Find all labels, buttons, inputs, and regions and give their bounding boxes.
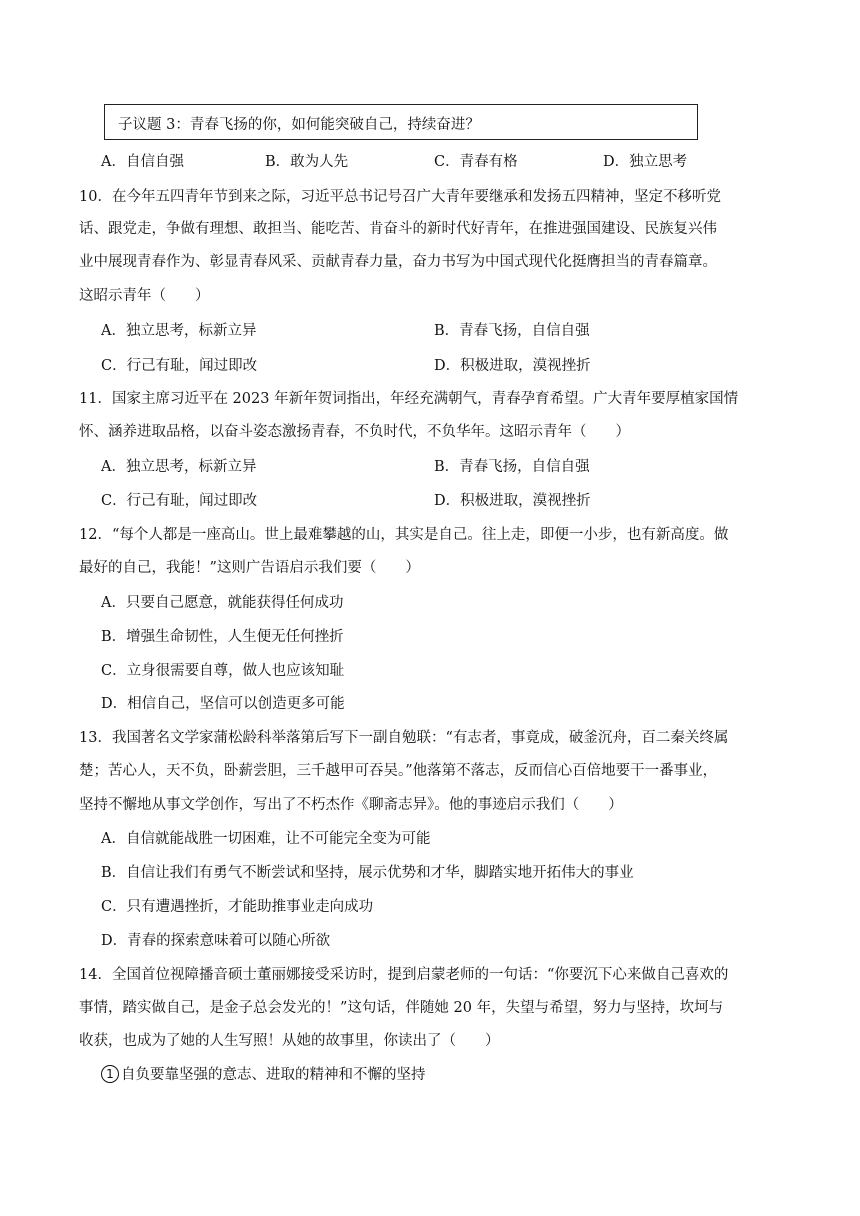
q13-line-1: 13．我国著名文学家蒲松龄科举落第后写下一副自勉联：“有志者，事竟成，破釜沉舟，百二秦关终属 — [79, 730, 729, 746]
q13-option-d[interactable]: D．青春的探索意味着可以随心所欲 — [101, 933, 331, 949]
q10-line-4: 这昭示青年（ ） — [79, 288, 210, 304]
q14-statement-1[interactable] — [101, 1063, 426, 1084]
q11-option-d[interactable]: D．积极进取，漠视挫折 — [434, 493, 591, 509]
q13-option-c[interactable]: C．只有遭遇挫折，才能助推事业走向成功 — [101, 899, 374, 915]
q9-option-b[interactable]: B．敢为人先 — [265, 154, 349, 170]
q13-line-3: 坚持不懈地从事文学创作，写出了不朽杰作《聊斋志异》。他的事迹启示我们（ ） — [79, 797, 623, 813]
subtopic-box — [104, 104, 698, 140]
q12-option-d[interactable]: D．相信自己，坚信可以创造更多可能 — [101, 696, 345, 712]
q14-line-2: 事情，踏实做自己，是金子总会发光的！”这句话，伴随她 20 年，失望与希望，努力与坚持，坎坷与 — [79, 1000, 724, 1016]
q12-option-c[interactable]: C．立身很需要自尊，做人也应该知耻 — [101, 663, 345, 679]
q12-option-a[interactable]: A．只要自己愿意，就能获得任何成功 — [101, 595, 344, 611]
q10-line-3: 业中展现青春作为、彰显青春风采、贡献青春力量，奋力书写为中国式现代化挺膺担当的青春篇章。 — [79, 254, 717, 270]
q12-option-b[interactable]: B．增强生命韧性，人生便无任何挫折 — [101, 629, 344, 645]
q11-option-a[interactable]: A．独立思考，标新立异 — [101, 459, 257, 475]
q14-statement-1-text: 自负要靠坚强的意志、进取的精神和不懈的坚持 — [121, 1067, 426, 1083]
number-circle-1: 1 — [101, 1065, 119, 1083]
q13-option-b[interactable]: B．自信让我们有勇气不断尝试和坚持，展示优势和才华，脚踏实地开拓伟大的事业 — [101, 865, 634, 881]
q10-option-b[interactable]: B．青春飞扬，自信自强 — [434, 323, 590, 339]
q13-line-2: 楚；苦心人，天不负，卧薪尝胆，三千越甲可吞吴。”他落第不落志，反而信心百倍地要干一番事业， — [79, 763, 718, 779]
q10-option-a[interactable]: A．独立思考，标新立异 — [101, 323, 257, 339]
q11-option-c[interactable]: C．行己有耻，闻过即改 — [101, 493, 258, 509]
q11-line-2: 怀、涵养进取品格，以奋斗姿态激扬青春，不负时代，不负华年。这昭示青年（ ） — [79, 424, 630, 440]
q10-line-2: 话、跟党走，争做有理想、敢担当、能吃苦、肯奋斗的新时代好青年，在推进强国建设、民族复兴伟 — [79, 221, 717, 237]
q9-option-a[interactable]: A．自信自强 — [101, 154, 184, 170]
q14-line-3: 收获，也成为了她的人生写照！从她的故事里，你读出了（ ） — [79, 1033, 500, 1049]
q14-line-1: 14．全国首位视障播音硕士董丽娜接受采访时，提到启蒙老师的一句话：“你要沉下心来做自己喜欢的 — [79, 967, 729, 983]
q10-option-c[interactable]: C．行己有耻，闻过即改 — [101, 358, 258, 374]
q9-option-d[interactable]: D．独立思考 — [603, 154, 688, 170]
q9-option-c[interactable]: C．青春有格 — [434, 154, 518, 170]
q11-line-1: 11．国家主席习近平在 2023 年新年贺词指出，年经充满朝气，青春孕育希望。广大青年要厚植家国情 — [79, 391, 739, 407]
q12-line-2: 最好的自己，我能！”这则广告语启示我们要（ ） — [79, 560, 420, 576]
q10-option-d[interactable]: D．积极进取，漠视挫折 — [434, 358, 591, 374]
q12-line-1: 12．“每个人都是一座高山。世上最难攀越的山，其实是自己。往上走，即便一小步，也有新高度。做 — [79, 527, 729, 543]
subtopic-text: 子议题 3：青春飞扬的你，如何能突破自己，持续奋进？ — [118, 117, 480, 133]
q11-option-b[interactable]: B．青春飞扬，自信自强 — [434, 459, 590, 475]
q13-option-a[interactable]: A．自信就能战胜一切困难，让不可能完全变为可能 — [101, 831, 431, 847]
q10-line-1: 10．在今年五四青年节到来之际，习近平总书记号召广大青年要继承和发扬五四精神，坚定不移听党 — [79, 189, 721, 205]
